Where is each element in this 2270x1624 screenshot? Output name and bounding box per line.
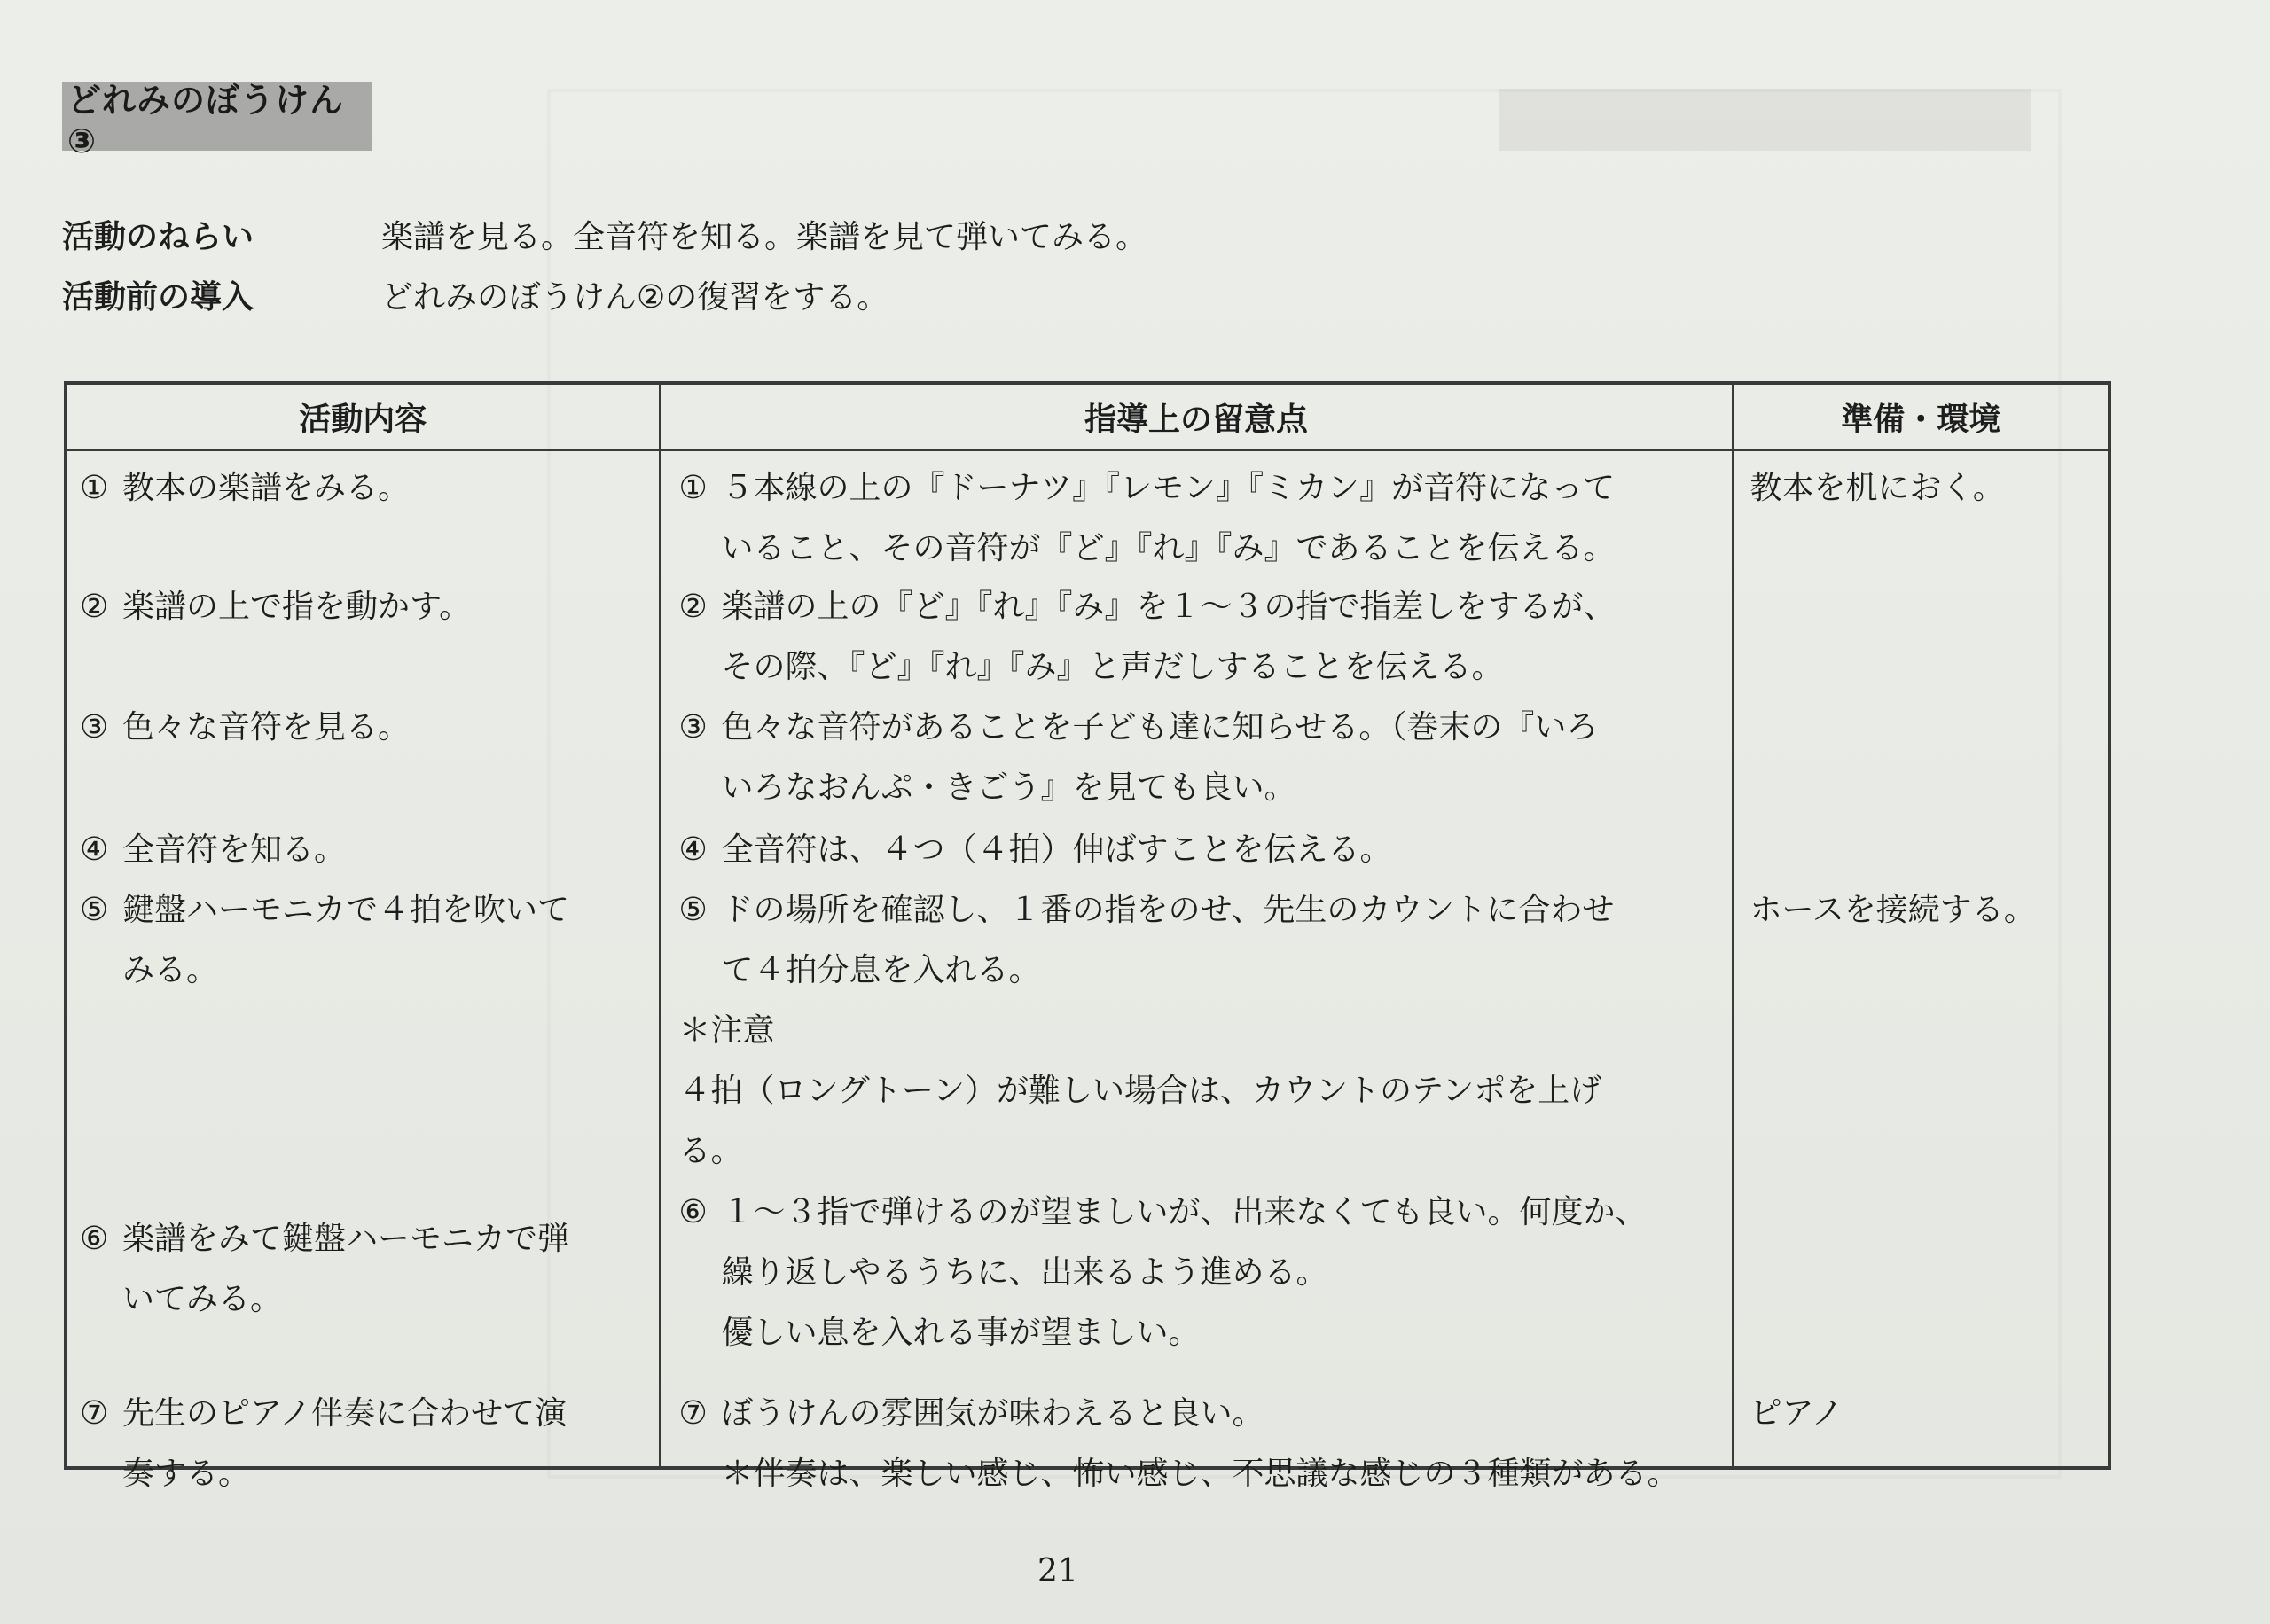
activity-text-line: 全音符を知る。 <box>122 832 347 868</box>
lesson-plan-table <box>64 381 2111 1492</box>
show-through-title <box>1499 89 2031 151</box>
note-item <box>679 820 1392 880</box>
activity-number: ④ <box>80 832 109 868</box>
preparation-cell <box>1733 450 2110 1469</box>
note-text-line: て４拍分息を入れる。 <box>721 952 1041 988</box>
activity-text-line: 教本の楽譜をみる。 <box>122 470 411 506</box>
note-text-line: 全音符は、４つ（４拍）伸ばすことを伝える。 <box>721 832 1392 868</box>
note-text-line: 楽譜の上の『ど』『れ』『み』を１～３の指で指差しをするが、 <box>721 589 1616 625</box>
activity-number: ③ <box>80 709 109 746</box>
activities-cell <box>66 450 660 1492</box>
header-notes: 指導上の留意点 <box>660 383 1733 450</box>
note-text-line: ＊伴奏は、楽しい感じ、怖い感じ、不思議な感じの３種類がある。 <box>721 1456 1679 1492</box>
activity-item <box>80 880 569 1001</box>
aim-label: 活動のねらい <box>62 219 254 255</box>
note-number: ③ <box>678 709 708 746</box>
note-item <box>679 1061 1602 1182</box>
activity-item <box>80 698 410 758</box>
activity-item <box>80 458 410 519</box>
note-number: ④ <box>678 832 708 868</box>
preparation-item: ピアノ <box>1749 1395 1843 1432</box>
note-number: ① <box>678 470 708 506</box>
note-number: ⑤ <box>678 892 708 928</box>
lesson-title: どれみのぼうけん③ <box>62 82 372 151</box>
aim-value: 楽譜を見る。全音符を知る。楽譜を見て弾いてみる。 <box>381 219 1148 255</box>
note-text-line: 色々な音符があることを子ども達に知らせる。（巻末の『いろ <box>721 709 1599 746</box>
activity-item <box>80 820 346 880</box>
note-text-line: いろなおんぷ・きごう』を見ても良い。 <box>721 769 1296 806</box>
note-item <box>679 698 1599 818</box>
activity-text-line: 奏する。 <box>122 1456 251 1492</box>
activity-item <box>80 577 471 637</box>
preparation-item: 教本を机におく。 <box>1749 470 2005 506</box>
header-preparation: 準備・環境 <box>1733 383 2110 450</box>
notes-column <box>661 451 1732 1492</box>
header-activities: 活動内容 <box>66 383 660 450</box>
note-item <box>679 1183 1648 1363</box>
activity-item <box>80 1209 569 1330</box>
note-item <box>679 458 1616 579</box>
note-item <box>679 1001 775 1061</box>
activity-text-line: 鍵盤ハーモニカで４拍を吹いて <box>122 892 570 928</box>
note-text-line: 繰り返しやるうちに、出来るよう進める。 <box>721 1254 1328 1291</box>
note-text-line: る。 <box>678 1133 743 1169</box>
note-number: ⑥ <box>678 1194 708 1230</box>
activity-number: ⑥ <box>80 1221 109 1257</box>
note-text-line: ＊注意 <box>678 1012 775 1049</box>
table-body-row <box>66 450 2110 1469</box>
note-item <box>679 1384 1679 1504</box>
intro-label: 活動前の導入 <box>62 279 254 316</box>
note-text-line: 優しい息を入れる事が望ましい。 <box>721 1315 1201 1351</box>
activity-text-line: 楽譜の上で指を動かす。 <box>122 589 472 625</box>
page-number: 21 <box>1037 1553 1078 1589</box>
note-text-line: ５本線の上の『ドーナツ』『レモン』『ミカン』が音符になって <box>721 470 1616 506</box>
note-text-line: ぼうけんの雰囲気が味わえると良い。 <box>721 1395 1264 1432</box>
note-item <box>679 880 1615 1001</box>
table-header-row <box>66 383 2110 450</box>
activity-item <box>80 1384 567 1504</box>
notes-cell <box>660 450 1733 1492</box>
preparation-column <box>1734 451 2109 1466</box>
activity-number: ⑤ <box>80 892 109 928</box>
note-item <box>679 577 1616 698</box>
activity-number: ② <box>80 589 109 625</box>
activities-column <box>67 451 659 1492</box>
note-text-line: ドの場所を確認し、１番の指をのせ、先生のカウントに合わせ <box>721 892 1615 928</box>
activity-text-line: 先生のピアノ伴奏に合わせて演 <box>122 1395 568 1432</box>
activity-text-line: 色々な音符を見る。 <box>122 709 411 746</box>
note-number: ② <box>678 589 708 625</box>
activity-number: ① <box>80 470 109 506</box>
preparation-item: ホースを接続する。 <box>1749 892 2036 928</box>
note-text-line: その際、『ど』『れ』『み』と声だしすることを伝える。 <box>721 649 1504 685</box>
note-text-line: １～３指で弾けるのが望ましいが、出来なくても良い。何度か、 <box>721 1194 1648 1230</box>
activity-text-line: みる。 <box>122 952 219 988</box>
intro-value: どれみのぼうけん②の復習をする。 <box>381 279 889 316</box>
activity-text-line: いてみる。 <box>122 1281 283 1317</box>
note-text-line: いること、その音符が『ど』『れ』『み』であることを伝える。 <box>721 530 1616 566</box>
note-number: ⑦ <box>678 1395 708 1432</box>
activity-number: ⑦ <box>80 1395 109 1432</box>
activity-text-line: 楽譜をみて鍵盤ハーモニカで弾 <box>122 1221 570 1257</box>
note-text-line: ４拍（ロングトーン）が難しい場合は、カウントのテンポを上げ <box>678 1073 1602 1109</box>
